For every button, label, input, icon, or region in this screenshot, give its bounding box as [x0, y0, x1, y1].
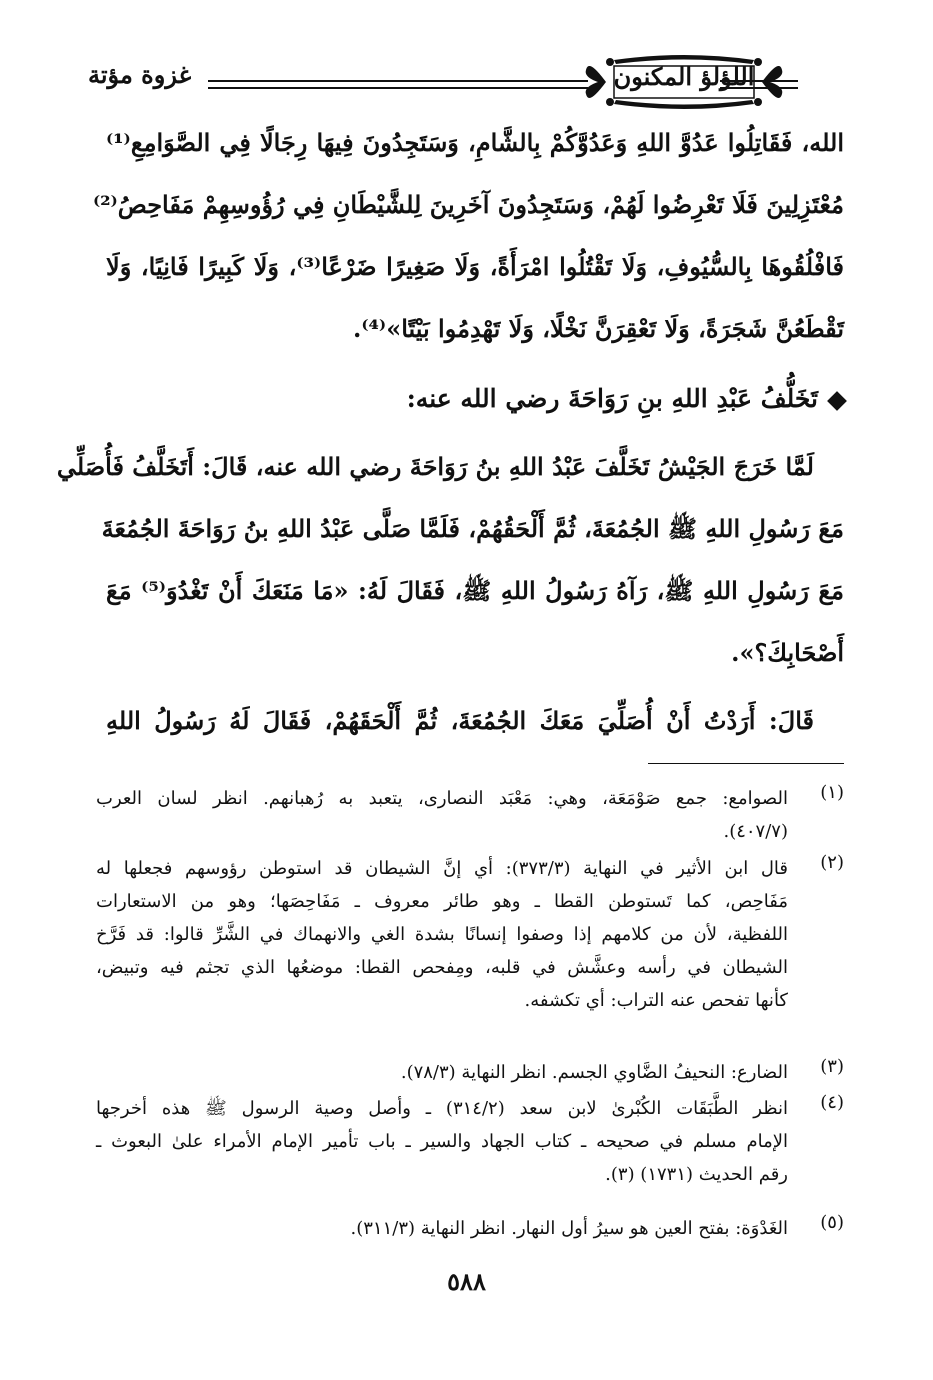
- paragraph-line: أَصْحَابِكَ؟».: [731, 638, 844, 667]
- text-line: مُعْتَزِلِينَ فَلَا تَعْرِضُوا لَهُمْ، وَسَتَجِدُونَ آخَرِينَ لِلشَّيْطَانِ فِي رُؤُوسِهِمْ مَفَاحِصُ⁽²⁾: [92, 190, 844, 219]
- footnote-line: قال ابن الأثير في النهاية (٣٧٣/٣): أي إنَّ الشيطان قد استوطن رؤوسهم فجعلها له: [96, 858, 788, 879]
- footnote-number: (١): [820, 782, 844, 803]
- section-bullet-icon: [827, 391, 847, 411]
- header-double-rule-left: [208, 80, 588, 89]
- page-number: ٥٨٨: [447, 1267, 486, 1296]
- footnote-separator: [648, 763, 844, 764]
- footnote-line: كأنها تفحص عنه التراب: أي تكشفه.: [524, 990, 788, 1011]
- section-heading: [407, 384, 844, 413]
- running-header: [88, 52, 860, 116]
- text-line: الله، فَقَاتِلُوا عَدُوَّ اللهِ وَعَدُوَّكُمْ بِالشَّامِ، وَسَتَجِدُونَ فِيهَا رِجَالًا فِي الصَّوَامِعِ⁽¹⁾: [106, 128, 845, 157]
- text-line: فَافْلُقُوهَا بِالسُّيُوفِ، وَلَا تَقْتُلُوا امْرَأَةً، وَلَا صَغِيرًا ضَرْعًا⁽³⁾، وَلَا كَبِيرًا فَانِيًا، وَلَا: [106, 252, 844, 281]
- footnote-line: الغَدْوَة: بفتح العين هو سيرُ أول النهار. انظر النهاية (٣١١/٣).: [350, 1218, 788, 1239]
- footnote-number: (٥): [820, 1212, 844, 1233]
- footnote-line: انظر الطَّبَقَات الكُبْرىٰ لابن سعد (٣١٤/٢) ـ وأصل وصية الرسول ﷺ هذه أخرجها: [96, 1098, 788, 1119]
- section-heading-text: تَخَلُّفُ عَبْدِ اللهِ بنِ رَوَاحَةَ رضي الله عنه:: [406, 384, 818, 413]
- chapter-title: غزوة مؤتة: [88, 60, 192, 89]
- text-line: تَقْطَعُنَّ شَجَرَةً، وَلَا تَعْقِرَنَّ نَخْلًا، وَلَا تَهْدِمُوا بَيْتًا»⁽⁴⁾.: [353, 314, 844, 343]
- footnote-number: (٢): [820, 852, 844, 873]
- footnote-number: (٣): [820, 1056, 844, 1077]
- footnote-line: (٤٠٧/٧).: [723, 821, 788, 842]
- footnote-line: الضارع: النحيفُ الضَّاوي الجسم. انظر النهاية (٧٨/٣).: [400, 1062, 788, 1083]
- paragraph-line: مَعَ رَسُولِ اللهِ ﷺ، رَآهُ رَسُولُ اللهِ ﷺ، فَقَالَ لَهُ: «مَا مَنَعَكَ أَنْ تَغْدُوَ⁽⁵⁾ مَعَ: [106, 576, 845, 605]
- footnote-line: الإمام مسلم في صحيحه ـ كتاب الجهاد والسير ـ باب تأمير الإمام الأمراء علىٰ البعوث ـ: [96, 1131, 788, 1152]
- book-title: اللؤلؤ المكنون: [613, 62, 755, 91]
- footnote-line: الصوامع: جمع صَوْمَعَة، وهي: مَعْبَد النصارى، يتعبد به رُهبانهم. انظر لسان العرب: [96, 788, 788, 809]
- paragraph-line: مَعَ رَسُولِ اللهِ ﷺ الجُمُعَةَ، ثُمَّ أَلْحَقُهُمْ، فَلَمَّا صَلَّى عَبْدُ اللهِ بنُ رَوَاحَةَ الجُمُعَةَ: [101, 514, 844, 543]
- footnote-number: (٤): [820, 1092, 844, 1113]
- footnote-line: الشيطان في رأسه وعشَّش في قلبه، ومِفحص القطا: موضعُها الذي تجثم فيه وتبيض،: [96, 957, 788, 978]
- footnote-line: اللفظية، لأن من كلامهم إذا وصفوا إنسانًا بشدة الغي والانهماك في الشَّرِّ قالوا: قد فَرَّخ: [96, 924, 788, 945]
- title-cartouche: [584, 52, 784, 112]
- paragraph-line: قَالَ: أَرَدْتُ أَنْ أُصَلِّيَ مَعَكَ الجُمُعَةَ، ثُمَّ أَلْحَقَهُمْ، فَقَالَ لَهُ رَسُولُ اللهِ: [106, 706, 814, 735]
- footnote-line: مَفَاحِص، كما تَستوطن القطا ـ وهو طائر معروف ـ مَفَاحِصَها؛ وهو من الاستعارات: [96, 891, 788, 912]
- paragraph-line: لَمَّا خَرَجَ الجَيْشُ تَخَلَّفَ عَبْدُ اللهِ بنُ رَوَاحَةَ رضي الله عنه، قَالَ: أَتَخَلَّفُ فَأُصَلِّي: [56, 452, 814, 481]
- footnote-line: رقم الحديث (١٧٣١) (٣).: [605, 1164, 788, 1185]
